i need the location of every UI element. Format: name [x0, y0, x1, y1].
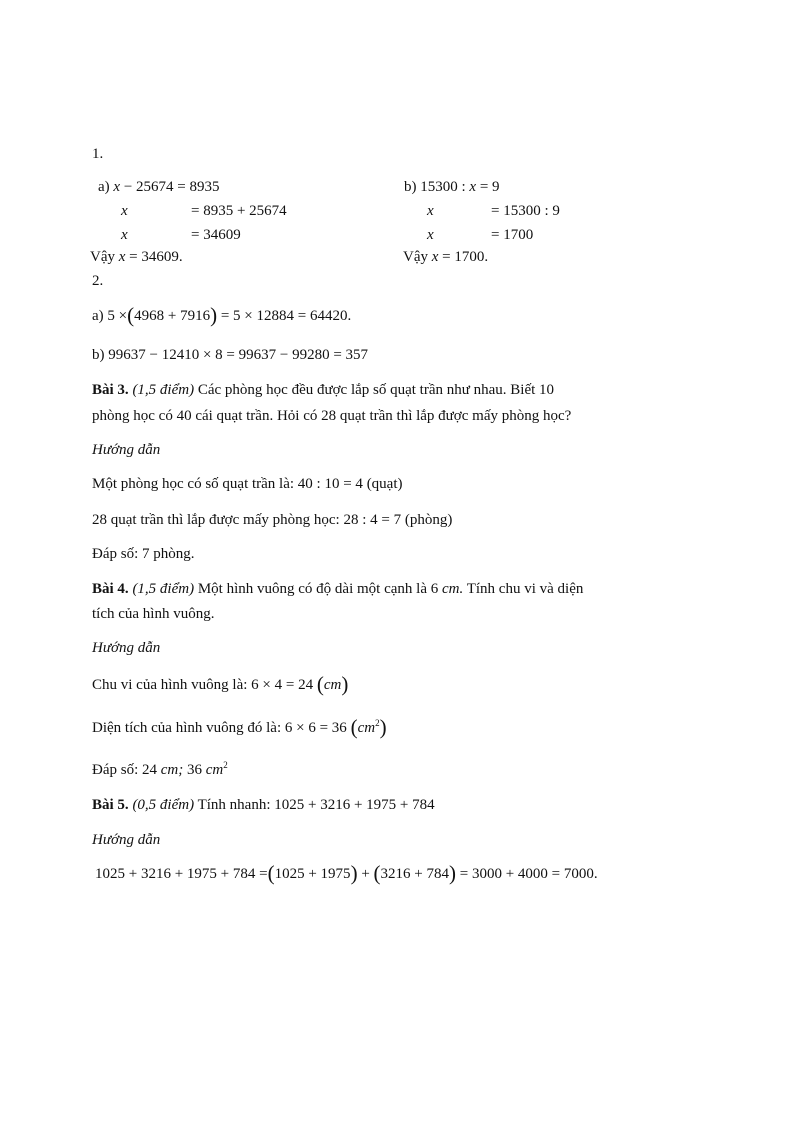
- bai-5-points: (0,5 điểm): [132, 797, 195, 813]
- bai-4-step-2: Diện tích của hình vuông đó là: 6 × 6 = 36 $(cm^2)$: [92, 715, 387, 739]
- problem-2b-line: [92, 346, 368, 364]
- bai-5-title: Bài 5.: [92, 797, 129, 813]
- bai-4-step-1-math: 6 × 4 = 24: [251, 677, 314, 693]
- problem-1b-eq-2: = 15300 : 9: [491, 203, 560, 219]
- bai-3-points: (1,5 điểm): [132, 382, 195, 398]
- bai-4-step-2-math: 6 × 6 = 36: [284, 720, 347, 736]
- problem-1b-conclusion: [403, 248, 488, 266]
- bai-4-guide-heading: Hướng dẫn: [92, 640, 161, 656]
- problem-1b-conclusion-value: = 1700.: [442, 249, 489, 265]
- bai-4-text-1b: Tính chu vi và diện: [466, 581, 584, 597]
- problem-1a-conclusion: [90, 248, 183, 266]
- bai-3-step-1-text: Một phòng học có số quạt trần là:: [92, 476, 295, 492]
- bai-4-points: (1,5 điểm): [132, 581, 195, 597]
- bai-3-text-2b: cái quạt trần. Hỏi có: [195, 408, 318, 424]
- problem-1b-conclusion-var: x: [431, 249, 439, 265]
- problem-1b-line-1: [404, 178, 500, 196]
- bai-3-text-1: Các phòng học đều được lắp số quạt trần như nhau. Biết: [197, 382, 536, 398]
- problem-1a-conclusion-value: = 34609.: [129, 249, 183, 265]
- problem-1a-eq-2: = 8935 + 25674: [191, 203, 287, 219]
- problem-2-number: 2.: [92, 273, 104, 289]
- problem-1b-dividend: 15300 :: [420, 179, 466, 195]
- bai-4-answer: [92, 761, 228, 779]
- bai-3-num-2b: 28: [321, 408, 337, 424]
- bai-5-expression: 1025 + 3216 + 1975 + 784: [274, 797, 435, 813]
- problem-1a-eq-3: = 34609: [191, 227, 241, 243]
- bai-4-answer-exponent: 2: [223, 760, 228, 770]
- bai-4-num: 6: [430, 581, 439, 597]
- bai-4-answer-text: Đáp số:: [92, 762, 139, 778]
- bai-3-step-2-unit: (phòng): [404, 512, 453, 528]
- bai-3-text-2c: quạt trần thì lắp được mấy phòng học?: [339, 408, 572, 424]
- bai-5-guide-heading: Hướng dẫn: [92, 832, 161, 848]
- bai-4-unit: cm.: [441, 581, 464, 597]
- bai-5-solution-group-1: 1025 + 1975: [274, 866, 351, 882]
- bai-4-answer-unit-2: cm: [205, 762, 224, 778]
- bai-4-line-1: [92, 580, 583, 598]
- bai-5-solution-group-2: 3216 + 784: [380, 866, 449, 882]
- problem-1a-eq-1: − 25674 = 8935: [123, 179, 220, 195]
- problem-2a-prefix: 5 ×: [107, 308, 128, 324]
- problem-1a-line-1: [98, 178, 220, 196]
- bai-3-step-2: [92, 511, 452, 529]
- problem-2a-result: = 5 × 12884 = 64420.: [220, 308, 352, 324]
- problem-1a-var-2: x: [121, 203, 128, 219]
- bai-4-answer-unit-1: cm;: [160, 762, 184, 778]
- bai-3-line-1: [92, 381, 554, 399]
- problem-1a-label: a): [98, 179, 110, 195]
- problem-1a-conclusion-var: x: [118, 249, 126, 265]
- bai-4-text-1: Một hình vuông có độ dài một cạnh là: [197, 581, 427, 597]
- bai-5-solution-prefix: 1025 + 3216 + 1975 + 784 =: [95, 866, 268, 882]
- bai-3-step-2-text: 28 quạt trần thì lắp được mấy phòng học:: [92, 512, 340, 528]
- bai-4-step-2-exponent: 2: [375, 718, 380, 728]
- bai-4-step-2-text: Diện tích của hình vuông đó là:: [92, 720, 282, 736]
- bai-3-step-1: [92, 475, 403, 493]
- bai-5-line-1: [92, 796, 435, 814]
- problem-1b-conclusion-word: Vậy: [403, 249, 428, 265]
- bai-4-step-2-unit: cm: [357, 720, 376, 736]
- problem-1b-var-3: x: [427, 227, 434, 243]
- bai-3-guide-heading: Hướng dẫn: [92, 442, 161, 458]
- bai-5-solution-result: = 3000 + 4000 = 7000.: [459, 866, 598, 882]
- bai-5-solution: 1025 + 3216 + 1975 + 784 =(1025 + 1975) + (3216 + 784) = 3000 + 4000 = 7000.: [95, 861, 598, 885]
- bai-4-line-2: tích của hình vuông.: [92, 606, 215, 622]
- bai-4-step-1: Chu vi của hình vuông là: 6 × 4 = 24 (cm): [92, 672, 349, 696]
- problem-1-number: 1.: [92, 146, 104, 162]
- bai-3-step-1-unit: (quạt): [366, 476, 403, 492]
- problem-1b-eq-3: = 1700: [491, 227, 534, 243]
- problem-1b-label: b): [404, 179, 417, 195]
- bai-4-answer-perimeter: 24: [142, 762, 157, 778]
- problem-2a-inner: 4968 + 7916: [134, 308, 211, 324]
- problem-1b-eq-1: = 9: [479, 179, 500, 195]
- bai-3-text-2a: phòng học có: [92, 408, 173, 424]
- bai-4-step-1-unit: cm: [323, 677, 342, 693]
- bai-3-num-2a: 40: [176, 408, 192, 424]
- bai-4-answer-area: 36: [187, 762, 202, 778]
- bai-3-step-1-math: 40 : 10 = 4: [297, 476, 363, 492]
- problem-1a-conclusion-word: Vậy: [90, 249, 115, 265]
- bai-3-num-1: 10: [539, 382, 555, 398]
- problem-1a-var: x: [113, 179, 121, 195]
- bai-5-solution-plus: +: [361, 866, 370, 882]
- bai-3-answer: Đáp số: 7 phòng.: [92, 546, 195, 562]
- bai-3-title: Bài 3.: [92, 382, 129, 398]
- problem-1b-var-2: x: [427, 203, 434, 219]
- bai-3-line-2: [92, 407, 571, 425]
- problem-1a-var-3: x: [121, 227, 128, 243]
- bai-3-step-2-math: 28 : 4 = 7: [343, 512, 402, 528]
- problem-1b-var: x: [469, 179, 477, 195]
- bai-4-step-1-text: Chu vi của hình vuông là:: [92, 677, 248, 693]
- problem-2b-expression: 99637 − 12410 × 8 = 99637 − 99280 = 357: [108, 347, 369, 363]
- bai-5-text: Tính nhanh:: [197, 797, 271, 813]
- problem-2b-label: b): [92, 347, 105, 363]
- problem-2a-label: a): [92, 308, 104, 324]
- bai-4-title: Bài 4.: [92, 581, 129, 597]
- problem-2a-line: a) 5 ×(4968 + 7916) = 5 × 12884 = 64420.: [92, 303, 352, 327]
